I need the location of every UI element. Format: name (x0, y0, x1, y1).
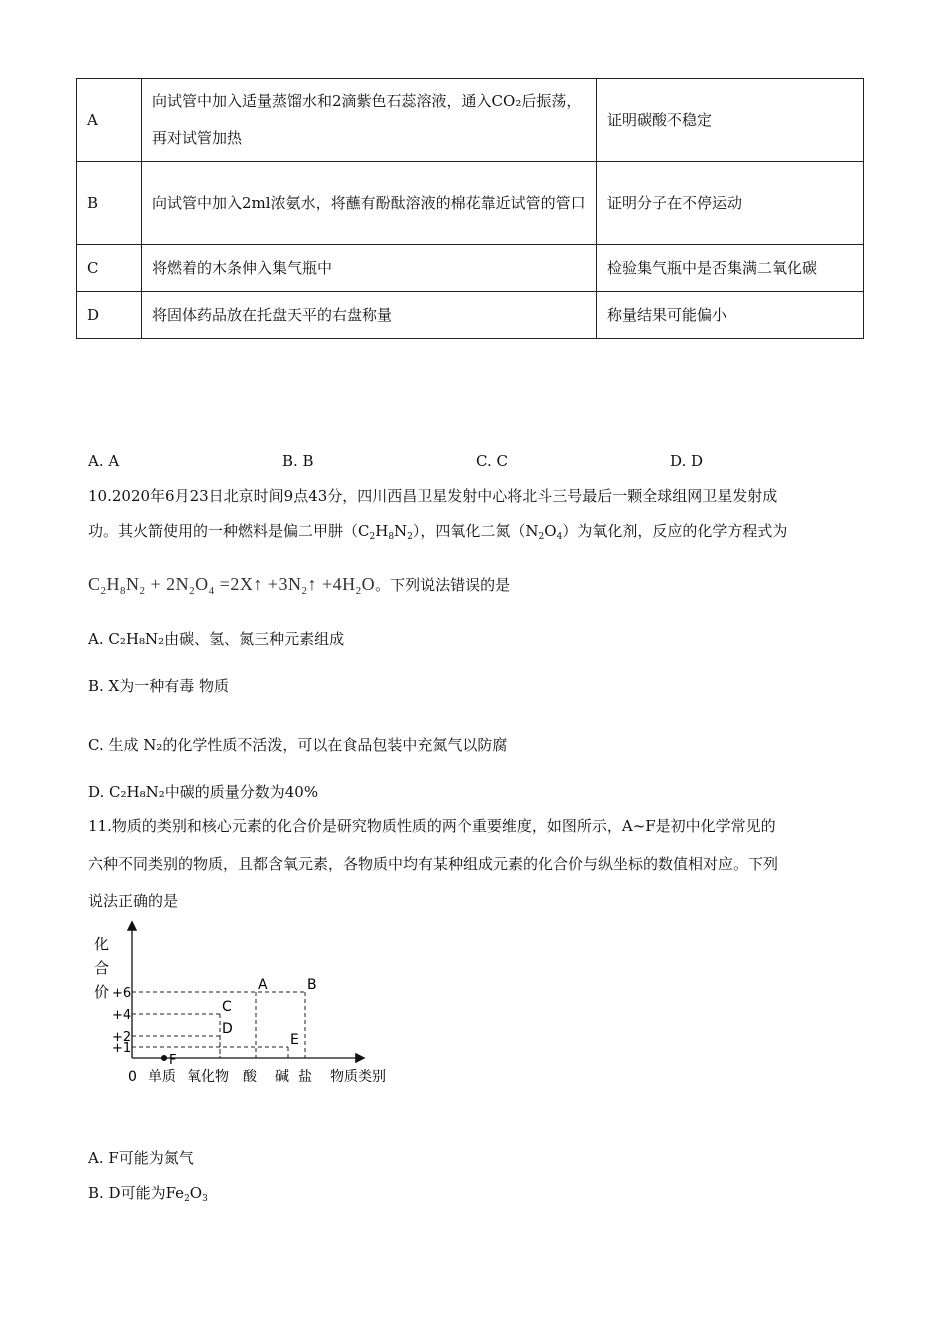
origin-label: 0 (128, 1069, 137, 1085)
point-label: C (222, 999, 232, 1015)
row-operation: 向试管中加入适量蒸馏水和2滴紫色石蕊溶液，通入CO₂后振荡，再对试管加热 (142, 79, 597, 162)
row-label: D (77, 292, 142, 339)
y-tick-label: +1 (112, 1041, 132, 1056)
y-axis-label-char: 价 (94, 983, 110, 1001)
x-axis-label: 物质类别 (330, 1069, 386, 1085)
x-tick-label: 单质 (148, 1069, 176, 1085)
table-row (77, 162, 864, 245)
x-tick-label: 盐 (298, 1069, 312, 1085)
q10-option-c: C. 生成 N₂的化学性质不活泼，可以在食品包装中充氮气以防腐 (88, 736, 508, 754)
x-tick-label: 酸 (243, 1069, 257, 1085)
row-purpose: 称量结果可能偏小 (597, 292, 864, 339)
row-operation: 向试管中加入2ml浓氨水，将蘸有酚酞溶液的棉花靠近试管的管口 (142, 162, 597, 245)
row-operation: 将燃着的木条伸入集气瓶中 (142, 245, 597, 292)
q10-option-b: B. X为一种有毒 物质 (88, 677, 230, 695)
valence-category-chart (80, 915, 420, 1095)
point-label: F (169, 1053, 177, 1068)
data-point (161, 1055, 167, 1061)
experiment-table (76, 78, 864, 339)
x-tick-label: 氧化物 (187, 1069, 229, 1085)
y-axis-label-char: 化 (94, 935, 110, 953)
q9-option-c: C. C (476, 452, 508, 470)
q11-option-a: A. F可能为氮气 (88, 1149, 194, 1167)
q11-stem-line2: 六种不同类别的物质，且都含氧元素，各物质中均有某种组成元素的化合价与纵坐标的数值相对应。下列 (88, 855, 779, 873)
row-purpose: 证明碳酸不稳定 (597, 79, 864, 162)
row-label: C (77, 245, 142, 292)
q11-option-b: B. D可能为$Fe_2O_3$ (88, 1184, 208, 1204)
q11-stem-line1: 11.物质的类别和核心元素的化合价是研究物质性质的两个重要维度，如图所示，A~F是初中化学常见的 (88, 817, 776, 835)
q9-option-d: D. D (670, 452, 704, 470)
row-label: B (77, 162, 142, 245)
row-operation: 将固体药品放在托盘天平的右盘称量 (142, 292, 597, 339)
table-row (77, 292, 864, 339)
y-tick-label: +2 (112, 1030, 132, 1045)
q9-option-b: B. B (282, 452, 314, 470)
y-tick-label: +4 (112, 1008, 132, 1023)
point-label: A (258, 977, 268, 993)
q10-stem-line2: 功。其火箭使用的一种燃料是偏二甲肼$(C_2H_8N_2)$，四氧化二氮$(N_2O_4)$为氧化剂，反应的化学方程式为 (88, 522, 788, 542)
q10-option-a: A. C₂H₈N₂由碳、氢、氮三种元素组成 (88, 630, 345, 648)
q9-option-a: A. A (88, 452, 120, 470)
q10-stem-line1: 10.2020年6月23日北京时间9点43分，四川西昌卫星发射中心将北斗三号最后一颗全球组网卫星发射成 (88, 487, 778, 505)
point-label: D (222, 1021, 233, 1037)
table-row (77, 79, 864, 162)
y-tick-label: +6 (112, 986, 132, 1001)
q10-option-d: D. C₂H₈N₂中碳的质量分数为40% (88, 783, 319, 801)
q10-stem-tail: 。下列说法错误的是 (375, 576, 511, 594)
x-tick-label: 碱 (275, 1069, 289, 1085)
table-row (77, 245, 864, 292)
q11-stem-line3: 说法正确的是 (88, 892, 179, 910)
point-label: E (290, 1032, 299, 1048)
row-purpose: 检验集气瓶中是否集满二氧化碳 (597, 245, 864, 292)
y-axis-label-char: 合 (94, 959, 110, 977)
chemical-equation: $C_2H_8N_2 + 2N_2O_4$ =2X↑ $+3N_2↑ +4H_2O$ (88, 574, 376, 597)
row-label: A (77, 79, 142, 162)
point-label: B (307, 977, 317, 993)
row-purpose: 证明分子在不停运动 (597, 162, 864, 245)
q10-equation-line (88, 574, 510, 595)
